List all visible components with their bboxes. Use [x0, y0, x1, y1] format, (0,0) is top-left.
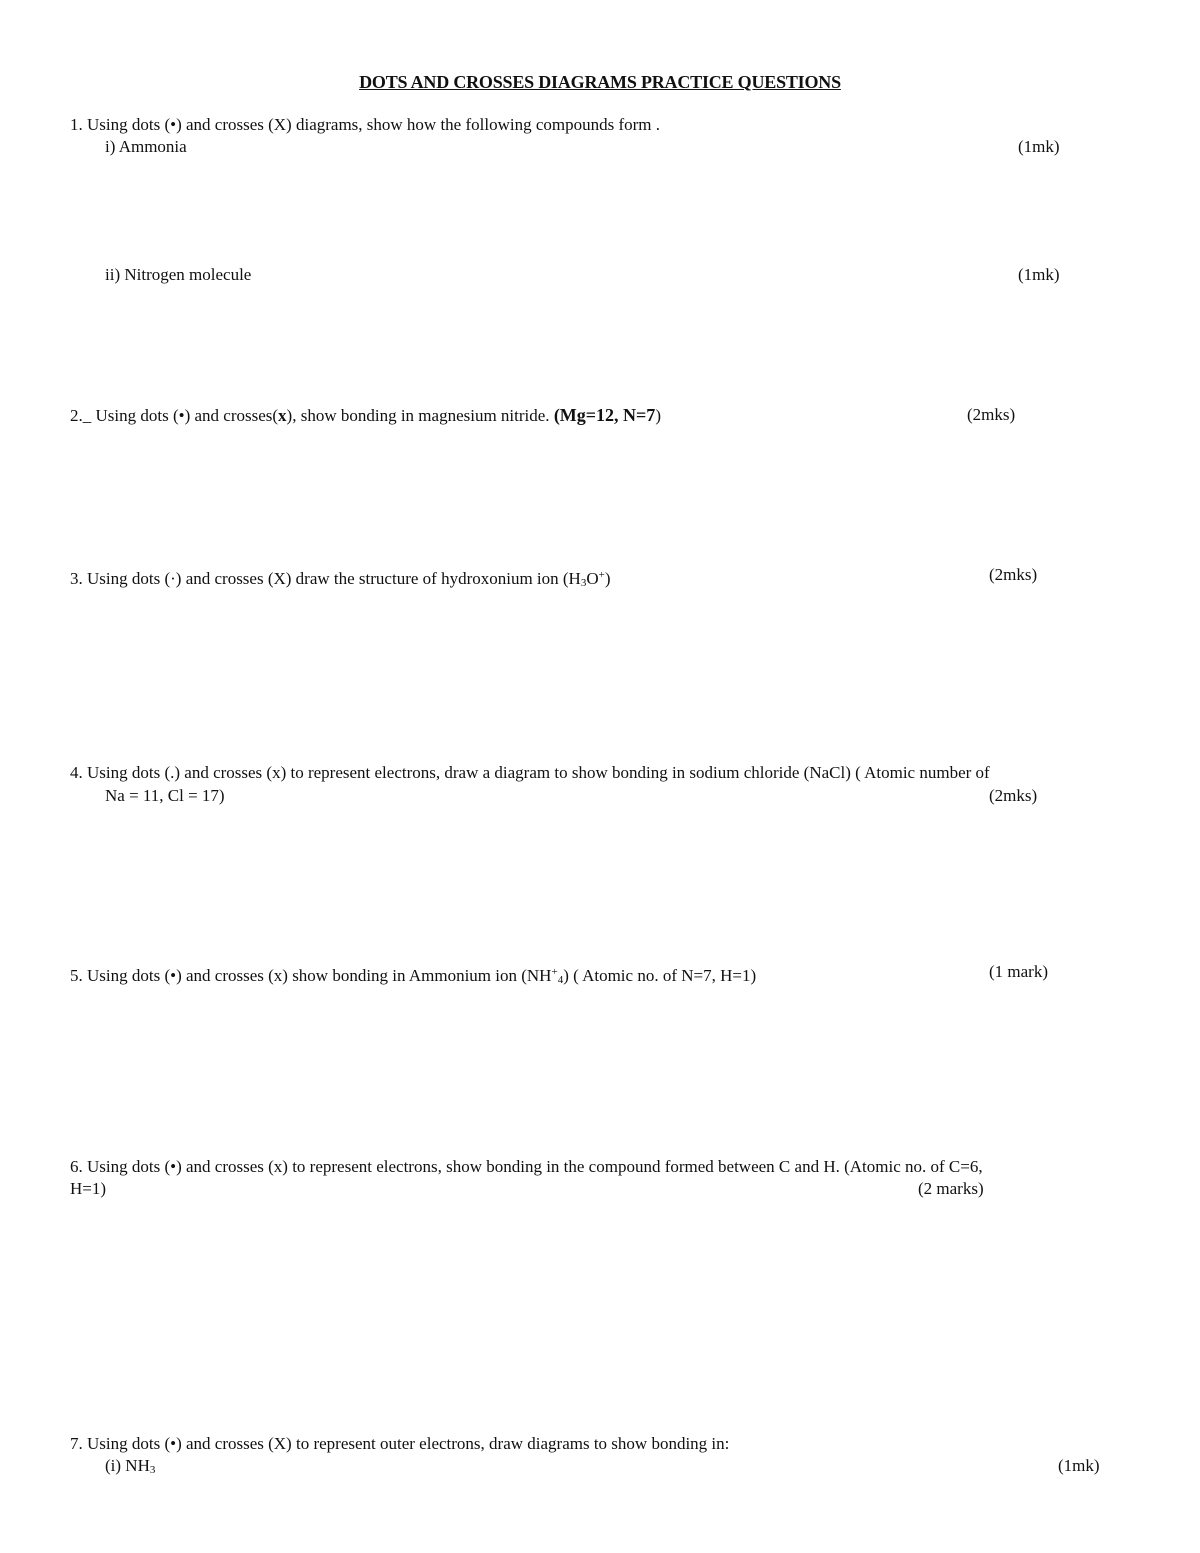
question-1-part-i: i) Ammonia	[105, 137, 187, 156]
question-5-marks: (1 mark)	[989, 962, 1049, 981]
q7-part-i-label: (i) NH	[105, 1456, 150, 1475]
question-4-marks: (2mks)	[989, 786, 1038, 805]
question-2-marks: (2mks)	[967, 405, 1016, 424]
q2-text-b: ) and crosses(	[184, 406, 279, 425]
dot-symbol: •	[178, 406, 185, 425]
q2-text-c: ), show bonding in magnesium nitride.	[286, 406, 554, 425]
question-6-line-1: 6. Using dots (•) and crosses (x) to represent electrons, show bonding in the compound formed between C and H. (Atomic no. of C=6,	[70, 1157, 983, 1176]
page-title: DOTS AND CROSSES DIAGRAMS PRACTICE QUESTIONS	[359, 72, 841, 92]
q5-text-b: ) ( Atomic no. of N=7, H=1)	[563, 966, 757, 985]
question-7-part-i	[105, 1456, 155, 1480]
question-1-part-i-marks: (1mk)	[1018, 137, 1060, 156]
q5-text-a: 5. Using dots (•) and crosses (x) show bonding in Ammonium ion (NH	[70, 966, 552, 985]
q3-text-c: )	[604, 569, 611, 588]
question-1-text: 1. Using dots (•) and crosses (X) diagrams, show how the following compounds form .	[70, 115, 661, 134]
question-4-line-1: 4. Using dots (.) and crosses (x) to represent electrons, draw a diagram to show bonding in sodium chloride (NaCl) ( Atomic number of	[70, 763, 990, 782]
question-1-part-ii-marks: (1mk)	[1018, 265, 1060, 284]
q2-close: )	[655, 406, 661, 425]
q2-text-a: 2._ Using dots (	[70, 406, 179, 425]
question-1-part-ii: ii) Nitrogen molecule	[105, 265, 252, 284]
question-6-marks: (2 marks)	[918, 1179, 984, 1198]
question-6-line-2: H=1)	[70, 1179, 107, 1198]
q3-subscript: 3	[580, 577, 587, 589]
question-7-text: 7. Using dots (•) and crosses (X) to represent outer electrons, draw diagrams to show bonding in:	[70, 1434, 730, 1453]
question-4-line-2: Na = 11, Cl = 17)	[105, 786, 225, 805]
q2-atomic-numbers: (Mg=12, N=7	[553, 405, 656, 425]
question-3-text	[70, 565, 611, 593]
q5-superscript: +	[551, 966, 558, 978]
question-5-text	[70, 962, 756, 990]
q3-superscript: +	[598, 569, 605, 581]
question-2-text	[70, 405, 661, 426]
q7-part-i-subscript: 3	[149, 1464, 156, 1476]
q3-text-a: 3. Using dots (·) and crosses (X) draw the structure of hydroxonium ion (H	[70, 569, 581, 588]
question-3-marks: (2mks)	[989, 565, 1038, 584]
cross-symbol: x	[278, 406, 287, 425]
q5-subscript: 4	[557, 974, 564, 986]
question-7-part-i-marks: (1mk)	[1058, 1456, 1100, 1475]
q3-text-b: O	[586, 569, 599, 588]
